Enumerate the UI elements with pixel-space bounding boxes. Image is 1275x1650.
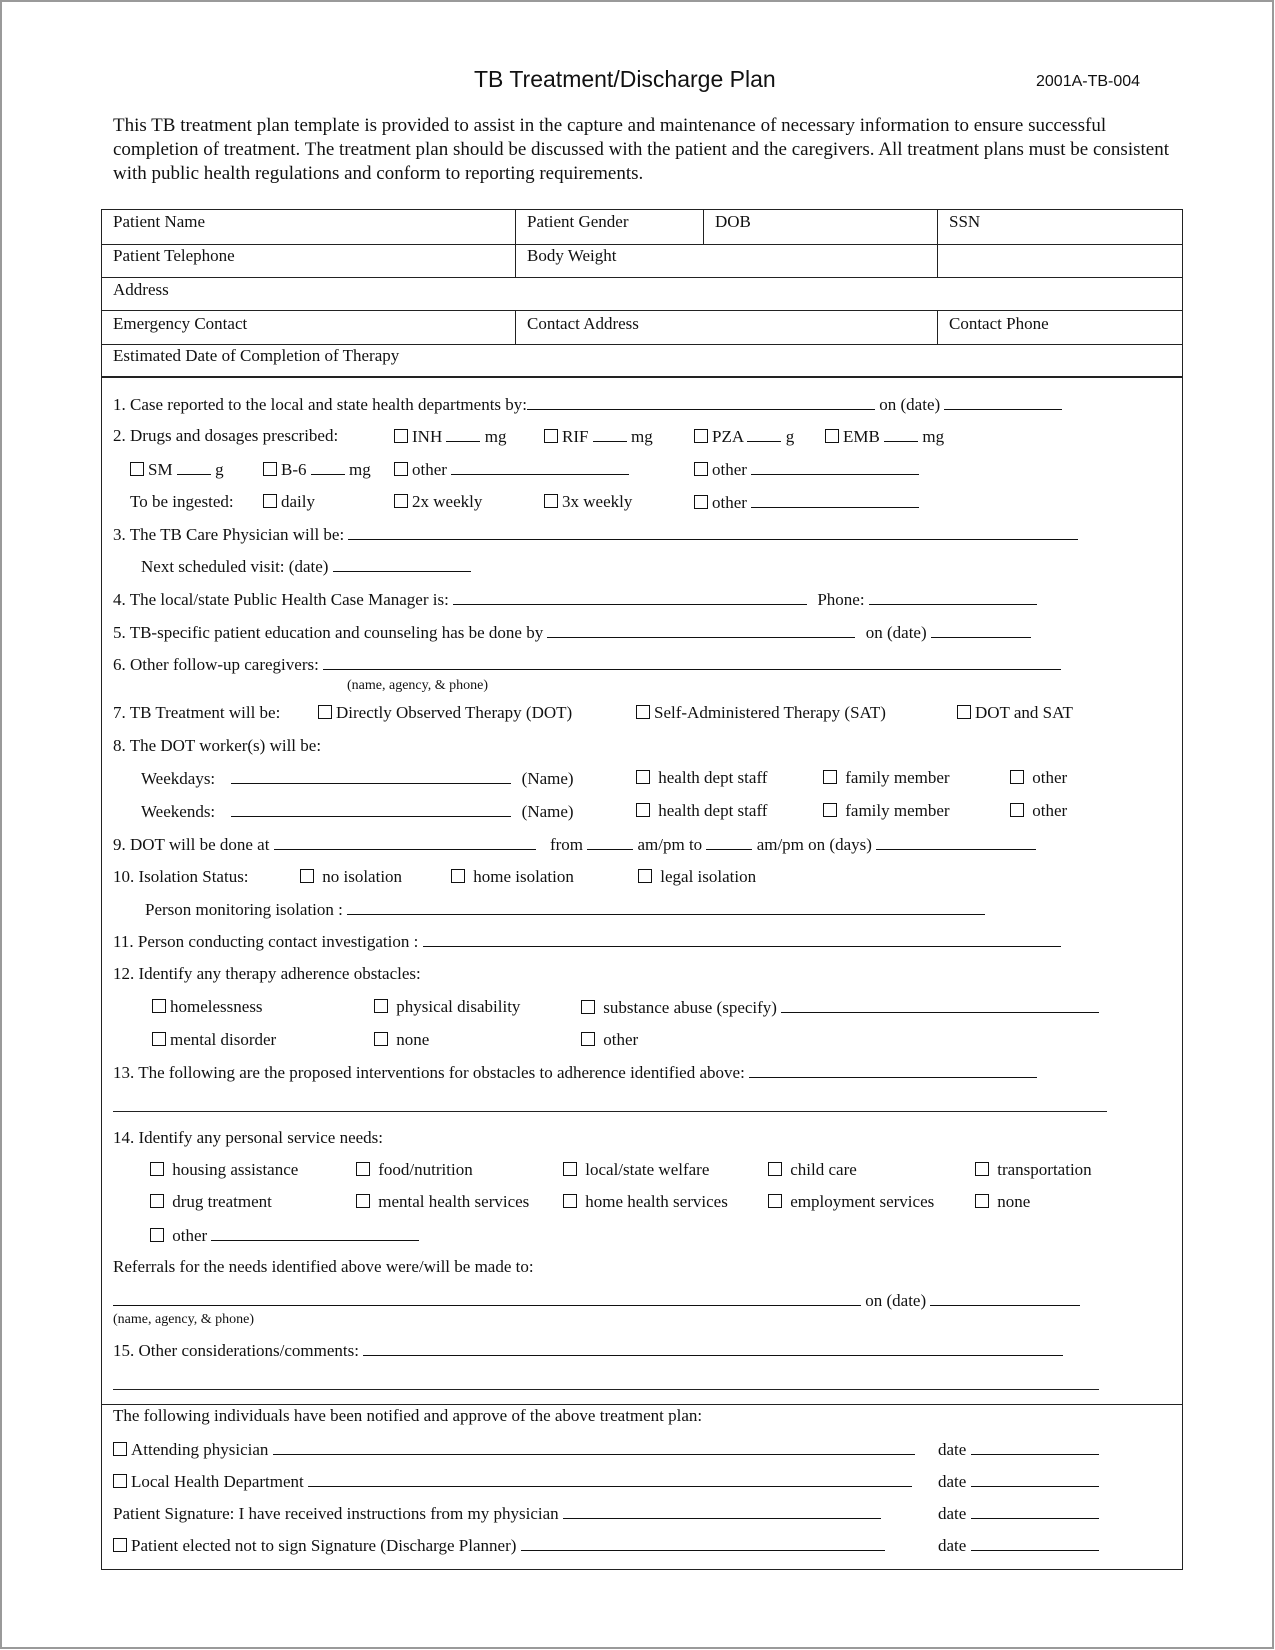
- weekdays-family-checkbox: [823, 770, 837, 784]
- weekends-row: Weekends: (Name): [141, 802, 574, 821]
- ingest-other-option[interactable]: other: [694, 492, 919, 513]
- attending-physician-checkbox[interactable]: [113, 1442, 127, 1456]
- weekends-family-checkbox: [823, 803, 837, 817]
- lhd-line[interactable]: [308, 1471, 912, 1487]
- attending-physician-date-line[interactable]: [971, 1439, 1099, 1455]
- patient-signature-line[interactable]: [563, 1503, 881, 1519]
- service-other-checkbox: [150, 1228, 164, 1242]
- body-weight-field[interactable]: Body Weight: [527, 246, 617, 265]
- obstacle-other-option[interactable]: other: [581, 1030, 638, 1050]
- section-8-label: 8. The DOT worker(s) will be:: [113, 736, 322, 755]
- legal-isolation-checkbox: [638, 869, 652, 883]
- twice-weekly-checkbox: [394, 494, 408, 508]
- mental-disorder-option[interactable]: mental disorder: [152, 1030, 276, 1050]
- lhd-date: date: [938, 1471, 1099, 1492]
- twice-weekly-option[interactable]: 2x weekly: [394, 492, 482, 512]
- not-sign-date: date: [938, 1535, 1099, 1556]
- reported-by-line[interactable]: [527, 394, 875, 410]
- dot-days-line[interactable]: [876, 834, 1036, 850]
- physical-disability-checkbox: [374, 999, 388, 1013]
- dot-location-line[interactable]: [274, 834, 536, 850]
- inh-option[interactable]: INH mg: [394, 426, 506, 447]
- dob-field[interactable]: DOB: [715, 212, 751, 231]
- transportation-option[interactable]: transportation: [975, 1160, 1092, 1180]
- caregivers-hint: (name, agency, & phone): [347, 678, 488, 693]
- completion-date-field[interactable]: Estimated Date of Completion of Therapy: [113, 346, 400, 365]
- inh-checkbox: [394, 429, 408, 443]
- next-visit: Next scheduled visit: (date): [141, 556, 471, 577]
- referrals-line[interactable]: [113, 1290, 861, 1306]
- physician-line[interactable]: [348, 524, 1078, 540]
- thrice-weekly-checkbox: [544, 494, 558, 508]
- childcare-option[interactable]: child care: [768, 1160, 857, 1180]
- service-none-option[interactable]: none: [975, 1192, 1030, 1212]
- thrice-weekly-option[interactable]: 3x weekly: [544, 492, 632, 512]
- substance-abuse-checkbox: [581, 1000, 595, 1014]
- food-option[interactable]: food/nutrition: [356, 1160, 473, 1180]
- employment-checkbox: [768, 1194, 782, 1208]
- weekdays-other-checkbox: [1010, 770, 1024, 784]
- drug-other-option-1[interactable]: other: [394, 459, 629, 480]
- isolation-monitor: Person monitoring isolation :: [145, 899, 985, 920]
- patient-gender-field[interactable]: Patient Gender: [527, 212, 629, 231]
- section-4: 4. The local/state Public Health Case Manager is: Phone:: [113, 589, 1037, 610]
- sat-option[interactable]: Self-Administered Therapy (SAT): [636, 703, 886, 723]
- drug-other-checkbox-2: [694, 462, 708, 476]
- substance-specify-line: [781, 997, 1099, 1013]
- section-7-label: 7. TB Treatment will be:: [113, 703, 281, 722]
- attending-physician-line[interactable]: [273, 1439, 915, 1455]
- lhd-row: Local Health Department: [113, 1471, 912, 1492]
- mental-disorder-checkbox: [152, 1032, 166, 1046]
- weekends-staff-checkbox: [636, 803, 650, 817]
- physical-disability-option[interactable]: physical disability: [374, 997, 520, 1017]
- section-2-label: 2. Drugs and dosages prescribed:: [113, 426, 339, 445]
- patient-signature-row: Patient Signature: I have received instructions from my physician: [113, 1503, 881, 1524]
- dot-to-line[interactable]: [706, 834, 752, 850]
- patient-telephone-field[interactable]: Patient Telephone: [113, 246, 235, 265]
- welfare-option[interactable]: local/state welfare: [563, 1160, 709, 1180]
- lhd-date-line[interactable]: [971, 1471, 1099, 1487]
- mental-health-checkbox: [356, 1194, 370, 1208]
- referrals-row: on (date): [113, 1290, 1080, 1311]
- dot-and-sat-option[interactable]: DOT and SAT: [957, 703, 1073, 723]
- weekdays-other-option[interactable]: other: [1010, 768, 1067, 788]
- weekends-other-checkbox: [1010, 803, 1024, 817]
- substance-abuse-option[interactable]: substance abuse (specify): [581, 997, 1099, 1018]
- housing-option[interactable]: housing assistance: [150, 1160, 298, 1180]
- contact-phone-field[interactable]: Contact Phone: [949, 314, 1049, 333]
- welfare-checkbox: [563, 1162, 577, 1176]
- comments-line-1[interactable]: [363, 1340, 1063, 1356]
- rif-option[interactable]: RIF mg: [544, 426, 653, 447]
- contact-investigator-line[interactable]: [423, 931, 1061, 947]
- homelessness-option[interactable]: homelessness: [152, 997, 263, 1017]
- home-health-checkbox: [563, 1194, 577, 1208]
- not-sign-date-line[interactable]: [971, 1535, 1099, 1551]
- daily-option[interactable]: daily: [263, 492, 315, 512]
- education-date-line[interactable]: [931, 622, 1031, 638]
- comments-line-2[interactable]: [113, 1389, 1099, 1390]
- form-title: TB Treatment/Discharge Plan: [474, 66, 776, 92]
- b6-checkbox: [263, 462, 277, 476]
- not-sign-row: Patient elected not to sign Signature (Discharge Planner): [113, 1535, 885, 1556]
- home-health-option[interactable]: home health services: [563, 1192, 728, 1212]
- weekends-other-option[interactable]: other: [1010, 801, 1067, 821]
- lhd-checkbox[interactable]: [113, 1474, 127, 1488]
- sm-checkbox: [130, 462, 144, 476]
- home-isolation-checkbox: [451, 869, 465, 883]
- housing-checkbox: [150, 1162, 164, 1176]
- childcare-checkbox: [768, 1162, 782, 1176]
- reported-date-line[interactable]: [944, 394, 1062, 410]
- approval-heading: The following individuals have been notified and approve of the above treatment plan:: [113, 1406, 703, 1425]
- emb-option[interactable]: EMB mg: [825, 426, 944, 447]
- referrals-hint: (name, agency, & phone): [113, 1312, 254, 1327]
- obstacle-none-checkbox: [374, 1032, 388, 1046]
- section-15: 15. Other considerations/comments:: [113, 1340, 1063, 1361]
- section-3: 3. The TB Care Physician will be:: [113, 524, 1078, 545]
- sat-checkbox: [636, 705, 650, 719]
- legal-isolation-option[interactable]: legal isolation: [638, 867, 756, 887]
- dot-from-line[interactable]: [587, 834, 633, 850]
- section-10-label: 10. Isolation Status:: [113, 867, 249, 886]
- no-isolation-option[interactable]: no isolation: [300, 867, 402, 887]
- education-by-line[interactable]: [547, 622, 855, 638]
- weekends-name-line[interactable]: [231, 801, 511, 817]
- case-manager-phone-line[interactable]: [869, 589, 1037, 605]
- referrals-date-line[interactable]: [930, 1290, 1080, 1306]
- patient-signature-date: date: [938, 1503, 1099, 1524]
- weekdays-name-line[interactable]: [231, 768, 511, 784]
- sm-option[interactable]: SM g: [130, 459, 224, 480]
- dot-and-sat-checkbox: [957, 705, 971, 719]
- drug-treatment-option[interactable]: drug treatment: [150, 1192, 272, 1212]
- drug-other-option-2[interactable]: other: [694, 459, 919, 480]
- pza-checkbox: [694, 429, 708, 443]
- attending-physician-row: Attending physician: [113, 1439, 915, 1460]
- section-9: 9. DOT will be done at from am/pm to am/pm on (days): [113, 834, 1036, 855]
- interventions-line-1[interactable]: [749, 1062, 1037, 1078]
- mental-health-option[interactable]: mental health services: [356, 1192, 529, 1212]
- rif-checkbox: [544, 429, 558, 443]
- ssn-field[interactable]: SSN: [949, 212, 981, 231]
- weekends-family-option[interactable]: family member: [823, 801, 950, 821]
- dot-option[interactable]: Directly Observed Therapy (DOT): [318, 703, 572, 723]
- caregivers-line[interactable]: [323, 654, 1061, 670]
- section-12-label: 12. Identify any therapy adherence obstacles:: [113, 964, 421, 983]
- interventions-line-2[interactable]: [113, 1111, 1107, 1112]
- section-13: 13. The following are the proposed interventions for obstacles to adherence identified above:: [113, 1062, 1037, 1083]
- weekdays-staff-checkbox: [636, 770, 650, 784]
- homelessness-checkbox: [152, 999, 166, 1013]
- weekdays-row: Weekdays: (Name): [141, 769, 574, 788]
- patient-name-field[interactable]: Patient Name: [113, 212, 206, 231]
- section-11: 11. Person conducting contact investigation :: [113, 931, 1061, 952]
- isolation-monitor-line[interactable]: [347, 899, 985, 915]
- contact-address-field[interactable]: Contact Address: [527, 314, 639, 333]
- employment-option[interactable]: employment services: [768, 1192, 934, 1212]
- daily-checkbox: [263, 494, 277, 508]
- section-6: 6. Other follow-up caregivers:: [113, 654, 1061, 675]
- food-checkbox: [356, 1162, 370, 1176]
- service-other-option[interactable]: other: [150, 1225, 419, 1246]
- weekdays-staff-option[interactable]: health dept staff: [636, 768, 767, 788]
- ingest-label: To be ingested:: [130, 492, 234, 511]
- form-code: 2001A-TB-004: [1036, 73, 1141, 90]
- obstacle-none-option[interactable]: none: [374, 1030, 429, 1050]
- home-isolation-option[interactable]: home isolation: [451, 867, 574, 887]
- service-other-line: [211, 1225, 419, 1241]
- b6-option[interactable]: B-6 mg: [263, 459, 371, 480]
- address-field[interactable]: Address: [113, 280, 169, 299]
- weekdays-family-option[interactable]: family member: [823, 768, 950, 788]
- section-5: 5. TB-specific patient education and counseling has be done by on (date): [113, 622, 1031, 643]
- case-manager-line[interactable]: [453, 589, 807, 605]
- transportation-checkbox: [975, 1162, 989, 1176]
- section-1: 1. Case reported to the local and state health departments by: on (date): [113, 394, 1062, 415]
- referrals-label: Referrals for the needs identified above were/will be made to:: [113, 1257, 534, 1276]
- not-sign-checkbox[interactable]: [113, 1538, 127, 1552]
- patient-signature-date-line[interactable]: [971, 1503, 1099, 1519]
- discharge-planner-line[interactable]: [521, 1535, 885, 1551]
- next-visit-line[interactable]: [333, 556, 471, 572]
- drug-other-checkbox-1: [394, 462, 408, 476]
- weekends-staff-option[interactable]: health dept staff: [636, 801, 767, 821]
- emb-checkbox: [825, 429, 839, 443]
- no-isolation-checkbox: [300, 869, 314, 883]
- section-14-label: 14. Identify any personal service needs:: [113, 1128, 384, 1147]
- emergency-contact-field[interactable]: Emergency Contact: [113, 314, 248, 333]
- obstacle-other-checkbox: [581, 1032, 595, 1046]
- attending-physician-date: date: [938, 1439, 1099, 1460]
- service-none-checkbox: [975, 1194, 989, 1208]
- ingest-other-checkbox: [694, 495, 708, 509]
- drug-treatment-checkbox: [150, 1194, 164, 1208]
- pza-option[interactable]: PZA g: [694, 426, 794, 447]
- intro-text: This TB treatment plan template is provided to assist in the capture and maintenance of necessary information to ensure successful completion of treatment. The treatment plan should be discussed with the patient and the caregivers. All treatment plans must be consistent with public health regulations and conform to reporting requirements.: [113, 115, 1169, 184]
- dot-checkbox: [318, 705, 332, 719]
